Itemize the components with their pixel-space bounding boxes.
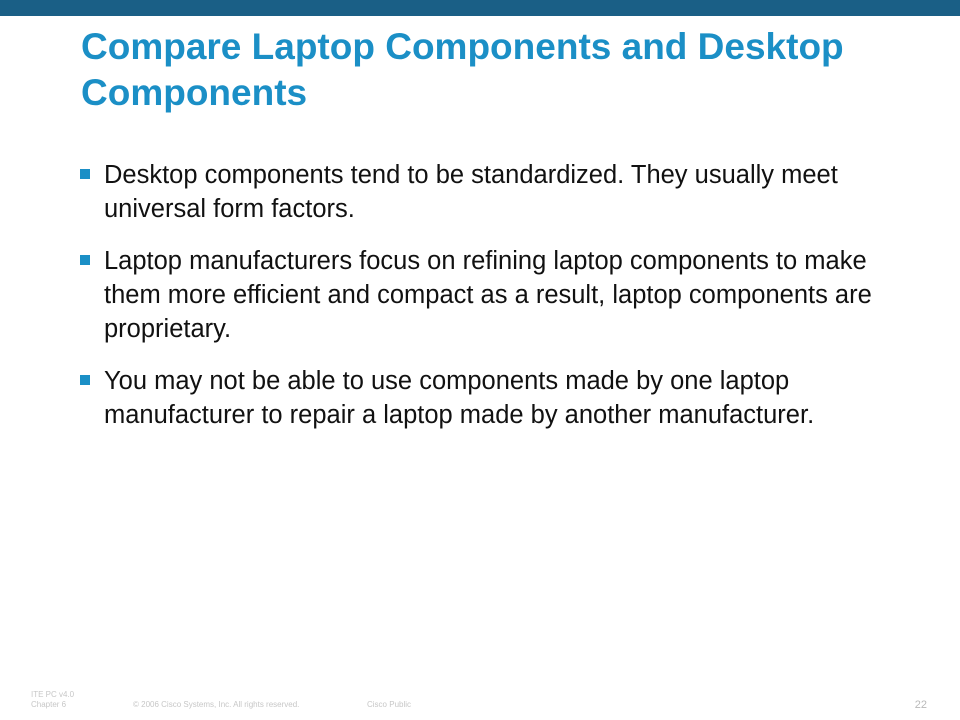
bullet-text-2: Laptop manufacturers focus on refining laptop components to make them more efficient and compact as a result, laptop components are proprietary. [104, 247, 872, 343]
bullet-text-1: Desktop components tend to be standardized. They usually meet universal form factors. [104, 161, 838, 223]
square-bullet-icon [80, 255, 90, 265]
footer-course-info [31, 690, 74, 710]
page-number: 22 [914, 699, 927, 711]
bullet-item-1 [78, 158, 908, 226]
bullet-item-3 [78, 364, 908, 432]
bullet-list [78, 158, 908, 450]
square-bullet-icon [80, 375, 90, 385]
slide-footer [0, 688, 960, 720]
square-bullet-icon [80, 169, 90, 179]
footer-copyright: © 2006 Cisco Systems, Inc. All rights reserved. [133, 700, 300, 709]
top-banner [0, 0, 960, 16]
bullet-item-2 [78, 244, 908, 346]
slide-title: Compare Laptop Components and Desktop Components [81, 26, 844, 113]
footer-classification: Cisco Public [367, 700, 412, 709]
footer-course-line: ITE PC v4.0 [31, 690, 75, 699]
bullet-text-3: You may not be able to use components made by one laptop manufacturer to repair a laptop made by another manufacturer. [104, 367, 815, 429]
footer-chapter-line: Chapter 6 [31, 700, 67, 709]
